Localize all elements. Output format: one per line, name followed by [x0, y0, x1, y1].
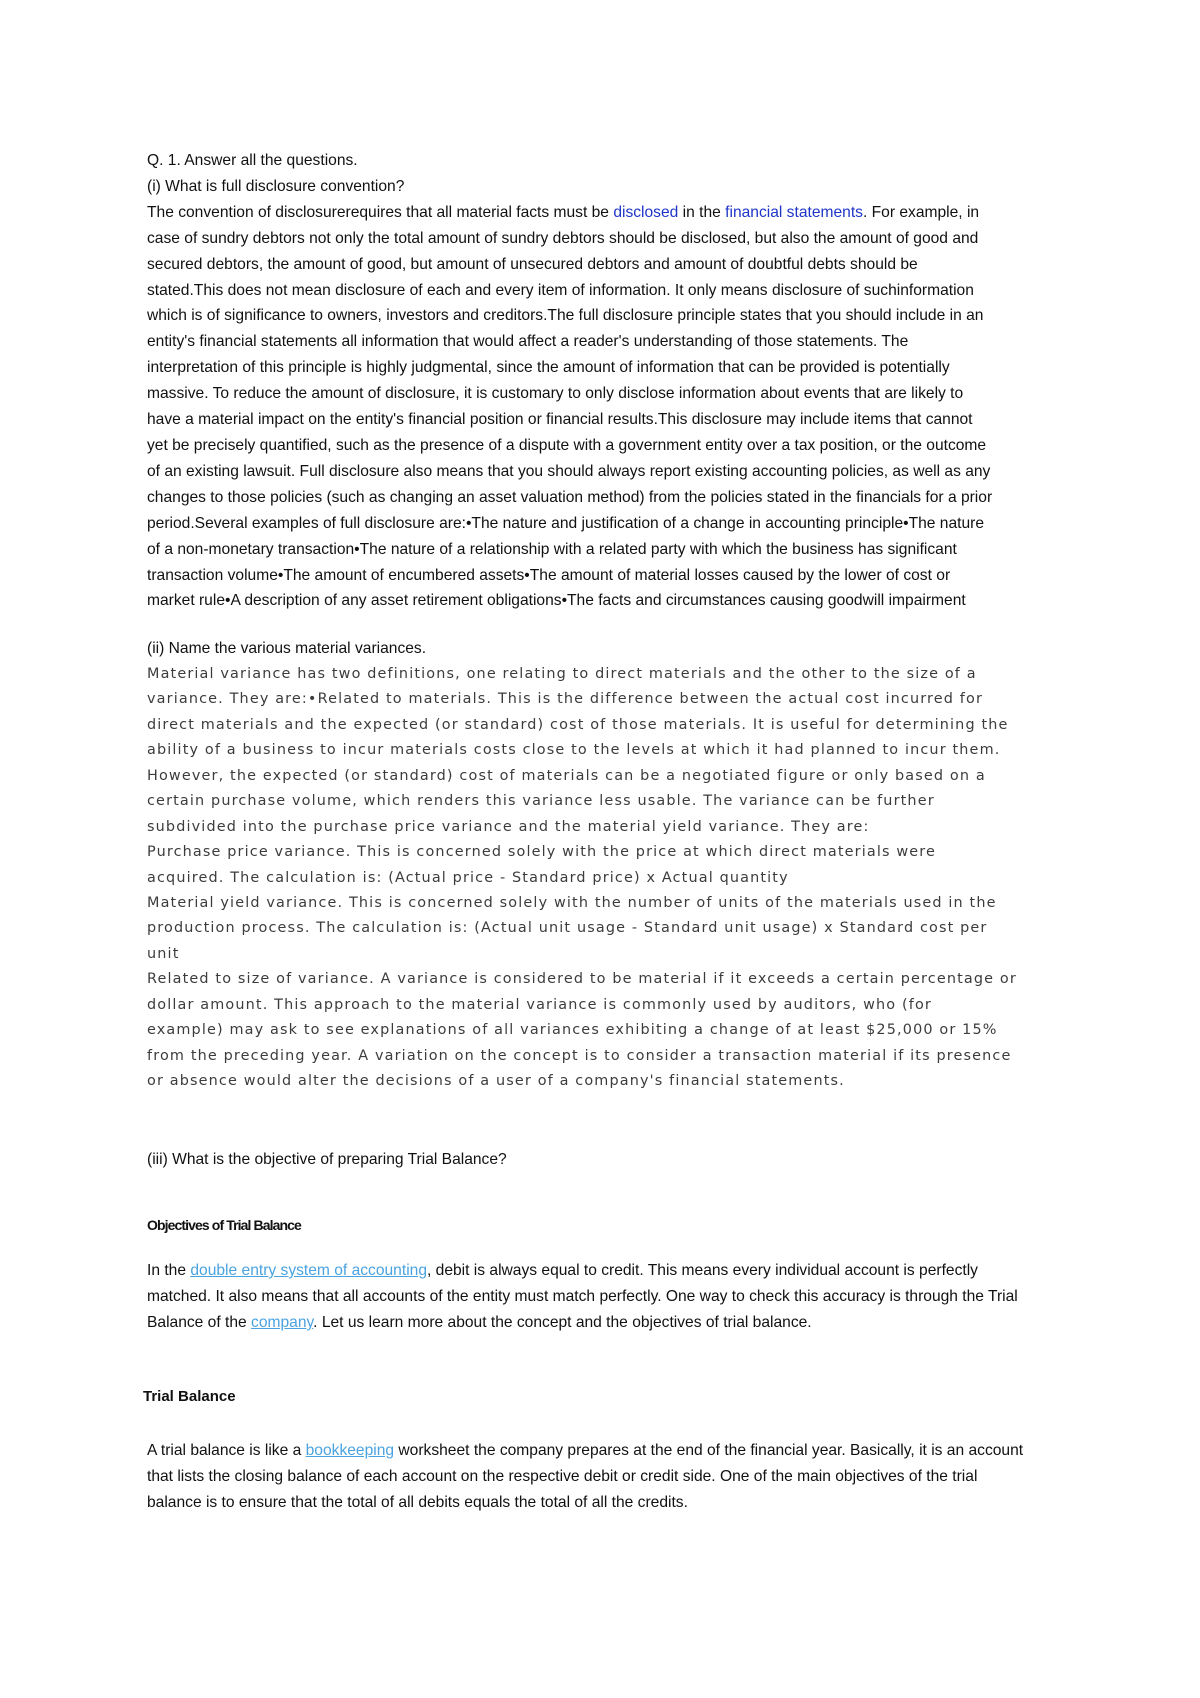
disclosure-line: of a non-monetary transaction•The nature of a relationship with a related party with which the business has significant: [147, 540, 957, 558]
disclosure-line: period.Several examples of full disclosure are:•The nature and justification of a change in accounting principle•The nature: [147, 514, 985, 532]
objectives-heading: Objectives of Trial Balance: [147, 1217, 301, 1233]
disclosure-line: stated.This does not mean disclosure of each and every item of information. It only means disclosure of suchinformation: [147, 281, 974, 299]
text-run: Balance of the: [147, 1314, 252, 1331]
text-run: in the: [678, 203, 726, 221]
trial-balance-line-2: that lists the closing balance of each account on the respective debit or credit side. One of the main objectives of the trial: [147, 1468, 978, 1485]
question-heading: Q. 1. Answer all the questions.: [147, 152, 358, 169]
disclosure-line: case of sundry debtors not only the total amount of sundry debtors should be disclosed, but also the amount of good and: [147, 229, 979, 247]
variance-line: variance. They are:•Related to materials. This is the difference between the actual cost incurred for: [147, 691, 984, 708]
trial-balance-line-1: [147, 1438, 1023, 1464]
text-run: , debit is always equal to credit. This means every individual account is perfectly: [427, 1262, 978, 1279]
disclosure-line: of an existing lawsuit. Full disclosure also means that you should always report existing accounting policies, as well as any: [147, 462, 991, 480]
trial-balance-paragraph: [147, 1438, 1023, 1516]
objectives-line-1: [147, 1258, 1018, 1284]
variance-line: or absence would alter the decisions of a user of a company's financial statements.: [147, 1073, 845, 1090]
subquestion-ii: (ii) Name the various material variances.: [147, 640, 427, 657]
trial-balance-heading: Trial Balance: [143, 1388, 236, 1405]
variance-line: dollar amount. This approach to the material variance is commonly used by auditors, who (for: [147, 996, 932, 1013]
variance-line: Purchase price variance. This is concerned solely with the price at which direct materials were: [147, 844, 937, 861]
variance-line: acquired. The calculation is: (Actual price - Standard price) x Actual quantity: [147, 869, 789, 886]
variance-line: production process. The calculation is: (Actual unit usage - Standard unit usage) x Standard cost per: [147, 920, 988, 937]
disclosed-link[interactable]: disclosed: [613, 203, 679, 221]
disclosure-line: entity's financial statements all information that would affect a reader's understanding of those statements. The: [147, 333, 909, 351]
text-run: . Let us learn more about the concept and the objectives of trial balance.: [313, 1314, 812, 1331]
company-link[interactable]: company: [251, 1314, 314, 1331]
variance-line: Material yield variance. This is concerned solely with the number of units of the materials used in the: [147, 894, 997, 911]
trial-balance-line-3: balance is to ensure that the total of all debits equals the total of all the credits.: [147, 1494, 688, 1511]
disclosure-line-1: [147, 200, 1067, 226]
disclosure-line: market rule•A description of any asset retirement obligations•The facts and circumstances causing goodwill impairment: [147, 592, 966, 610]
disclosure-line: which is of significance to owners, investors and creditors.The full disclosure principle states that you should include in an: [147, 307, 984, 325]
disclosure-line: yet be precisely quantified, such as the presence of a dispute with a government entity over a tax position, or the outcome: [147, 436, 987, 454]
variance-line: Related to size of variance. A variance is considered to be material if it exceeds a certain percentage or: [147, 971, 1017, 988]
disclosure-line: secured debtors, the amount of good, but amount of unsecured debtors and amount of doubtful debts should be: [147, 255, 918, 273]
disclosure-line: transaction volume•The amount of encumbered assets•The amount of material losses caused by the lower of cost or: [147, 566, 951, 584]
objectives-line-3: [147, 1310, 1018, 1336]
disclosure-line: changes to those policies (such as changing an asset valuation method) from the policies stated in the financials for a prior: [147, 488, 993, 506]
variance-line: from the preceding year. A variation on the concept is to consider a transaction material if its presence: [147, 1047, 1012, 1064]
question-1-section: [147, 148, 1067, 614]
variance-line: direct materials and the expected (or standard) cost of those materials. It is useful for determining the: [147, 716, 1009, 733]
variance-line: However, the expected (or standard) cost of materials can be a negotiated figure or only based on a: [147, 767, 986, 784]
bookkeeping-link[interactable]: bookkeeping: [305, 1442, 395, 1459]
financial-statements-link[interactable]: financial statements: [725, 203, 863, 221]
variance-line: Material variance has two definitions, one relating to direct materials and the other to the size of a: [147, 665, 977, 682]
variance-line: example) may ask to see explanations of all variances exhibiting a change of at least $25,000 or 15%: [147, 1022, 998, 1039]
double-entry-link[interactable]: double entry system of accounting: [190, 1262, 427, 1279]
disclosure-line: interpretation of this principle is highly judgmental, since the amount of information that can be provided is potentially: [147, 359, 950, 377]
disclosure-line: have a material impact on the entity's financial position or financial results.This disclosure may include items that cannot: [147, 411, 973, 429]
disclosure-line: massive. To reduce the amount of disclosure, it is customary to only disclose information about events that are likely to: [147, 385, 964, 403]
text-run: A trial balance is like a: [147, 1442, 306, 1459]
text-run: . For example, in: [862, 203, 980, 221]
text-run: The convention of disclosurerequires that all material facts must be: [147, 203, 614, 221]
text-run: In the: [147, 1262, 191, 1279]
variance-line: unit: [147, 945, 180, 962]
subquestion-i: (i) What is full disclosure convention?: [147, 177, 405, 195]
objectives-paragraph: [147, 1258, 1018, 1336]
question-2-section: [147, 636, 1067, 1095]
text-run: worksheet the company prepares at the end of the financial year. Basically, it is an account: [394, 1442, 1024, 1459]
objectives-line-2: matched. It also means that all accounts of the entity must match perfectly. One way to check this accuracy is through the Trial: [147, 1288, 1018, 1305]
variance-line: ability of a business to incur materials costs close to the levels at which it had planned to incur them.: [147, 742, 1001, 759]
variance-line: subdivided into the purchase price variance and the material yield variance. They are:: [147, 818, 870, 835]
subquestion-iii: (iii) What is the objective of preparing Trial Balance?: [147, 1151, 507, 1168]
variance-line: certain purchase volume, which renders this variance less usable. The variance can be further: [147, 793, 935, 810]
